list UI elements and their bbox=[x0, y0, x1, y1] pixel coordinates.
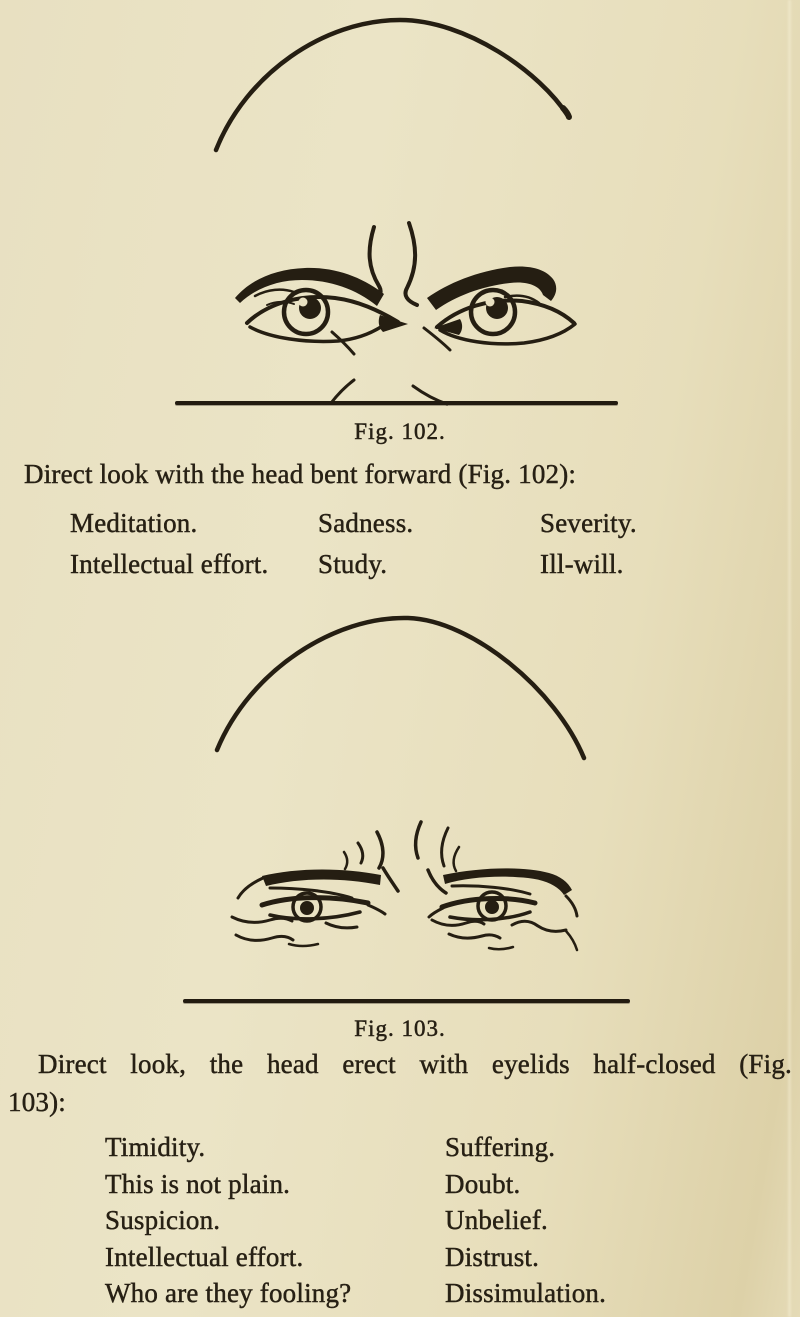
half-closed-eyes-group bbox=[232, 822, 577, 950]
term-item: Study. bbox=[318, 549, 388, 579]
fig-103-rule bbox=[183, 999, 630, 1003]
term-item: Dissimulation. bbox=[445, 1278, 607, 1308]
term-item: Unbelief. bbox=[445, 1205, 549, 1235]
fig-103-description-line2: 103): bbox=[8, 1087, 66, 1117]
fig-102-terms-col-2 bbox=[318, 503, 413, 585]
frowning-eyes-group bbox=[235, 223, 575, 404]
term-item: Distrust. bbox=[445, 1241, 540, 1272]
fig-103-drawing bbox=[0, 600, 800, 1000]
term-item: Suspicion. bbox=[105, 1205, 221, 1235]
fig-103-description-line1: Direct look, the head erect with eyelids half-closed (Fig. bbox=[38, 1049, 792, 1079]
fig-102-terms-col-1 bbox=[70, 503, 268, 585]
fig-103-terms-col-1 bbox=[105, 1129, 351, 1312]
fig-102-terms-col-3 bbox=[540, 503, 637, 585]
term-item: Sadness. bbox=[318, 508, 414, 538]
term-item: Intellectual effort. bbox=[105, 1241, 304, 1272]
term-item: Suffering. bbox=[445, 1132, 556, 1162]
term-item: This is not plain. bbox=[105, 1168, 291, 1199]
term-item: Who are they fooling? bbox=[105, 1278, 352, 1308]
term-item: Meditation. bbox=[70, 508, 198, 538]
fig-102-caption: Fig. 102. bbox=[354, 419, 446, 444]
fig-103-caption: Fig. 103. bbox=[354, 1016, 446, 1041]
term-item: Severity. bbox=[540, 508, 637, 538]
fig-103-terms-col-2 bbox=[445, 1129, 606, 1312]
term-item: Doubt. bbox=[445, 1168, 521, 1199]
term-item: Timidity. bbox=[105, 1132, 206, 1162]
head-crown-arc bbox=[217, 618, 584, 758]
fig-102-rule bbox=[175, 401, 618, 405]
fig-102-description: Direct look with the head bent forward (Fig. 102): bbox=[24, 459, 577, 489]
fig-102-drawing bbox=[0, 0, 800, 420]
term-item: Intellectual effort. bbox=[70, 549, 269, 579]
term-item: Ill-will. bbox=[540, 549, 624, 579]
head-crown-arc bbox=[216, 20, 569, 150]
